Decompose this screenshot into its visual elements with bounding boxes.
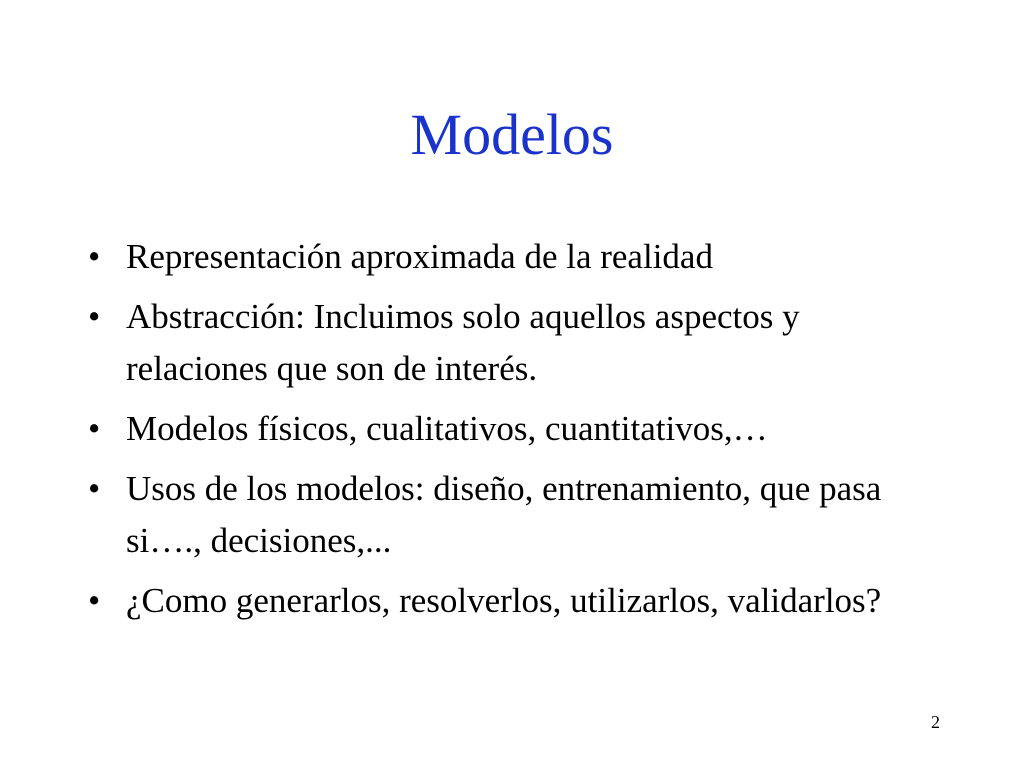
bullet-item	[88, 575, 938, 627]
bullet-text: Representación aproximada de la realidad	[126, 237, 713, 276]
bullet-icon: •	[88, 469, 101, 508]
slide-title: Modelos	[410, 102, 614, 167]
bullet-text: Modelos físicos, cualitativos, cuantitativos,…	[126, 409, 768, 448]
bullet-text: Usos de los modelos: diseño, entrenamiento, que pasa si…., decisiones,...	[126, 469, 882, 560]
slide-number: 2	[931, 712, 940, 732]
bullet-item	[88, 403, 938, 455]
bullet-icon: •	[88, 297, 101, 336]
bullet-item	[88, 463, 938, 567]
bullet-text: ¿Como generarlos, resolverlos, utilizarlos, validarlos?	[126, 581, 882, 620]
bullet-item	[88, 231, 938, 283]
bullet-icon: •	[88, 237, 101, 276]
bullet-list	[88, 231, 938, 635]
bullet-icon: •	[88, 581, 101, 620]
bullet-item	[88, 291, 938, 395]
bullet-text: Abstracción: Incluimos solo aquellos aspectos y relaciones que son de interés.	[126, 297, 800, 388]
bullet-icon: •	[88, 409, 101, 448]
